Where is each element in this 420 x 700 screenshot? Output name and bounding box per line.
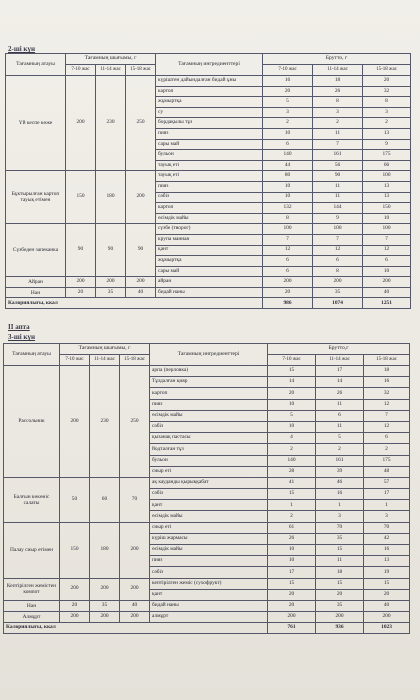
ingredient-name: сүзбе (творог)	[156, 224, 263, 235]
brutto-value: 7	[364, 410, 410, 421]
brutto-value: 16	[263, 76, 313, 87]
ingredient-name: бульон	[150, 455, 268, 466]
portion-value: 180	[90, 522, 120, 578]
brutto-value: 35	[316, 600, 364, 611]
ingredient-name: пияз	[156, 181, 263, 192]
dish-name: Үй кеспе көже	[6, 76, 66, 171]
brutto-value: 18	[364, 366, 410, 377]
brutto-value: 161	[313, 150, 363, 161]
ingredients-header: Тағамның ингредиенттері	[156, 54, 263, 76]
brutto-value: 3	[316, 511, 364, 522]
brutto-value: 13	[363, 128, 411, 139]
brutto-value: 100	[313, 224, 363, 235]
brutto-value: 2	[268, 444, 316, 455]
brutto-value: 11	[316, 421, 364, 432]
brutto-value: 10	[263, 181, 313, 192]
brutto-value: 200	[316, 612, 364, 623]
brutto-value: 175	[363, 150, 411, 161]
portion-value: 250	[126, 76, 156, 171]
day3-menu-table	[3, 343, 410, 634]
brutto-value: 18	[316, 567, 364, 578]
brutto-value: 6	[316, 410, 364, 421]
dish-name-header: Тағамның атауы	[6, 54, 66, 76]
dish-name-header: Тағамның атауы	[4, 344, 60, 366]
brutto-value: 20	[363, 76, 411, 87]
brutto-value: 15	[364, 578, 410, 589]
calories-value: 761	[268, 623, 316, 634]
ingredient-name: жұмыртқа	[156, 97, 263, 108]
ingredient-name: картоп	[156, 203, 263, 214]
brutto-value: 11	[316, 556, 364, 567]
brutto-value: 2	[263, 118, 313, 129]
brutto-value: 17	[316, 366, 364, 377]
calories-value: 936	[316, 623, 364, 634]
brutto-value: 90	[313, 171, 363, 182]
ingredients-header: Тағамның ингредиенттері	[150, 344, 268, 366]
portion-value: 90	[126, 224, 156, 277]
portion-value: 200	[90, 612, 120, 623]
brutto-header: Брутто, г	[263, 54, 411, 65]
brutto-value: 5	[263, 97, 313, 108]
brutto-value: 150	[363, 203, 411, 214]
portion-value: 200	[66, 76, 96, 171]
brutto-value: 14	[268, 377, 316, 388]
portion-value: 230	[96, 76, 126, 171]
brutto-value: 1	[316, 500, 364, 511]
brutto-value: 2	[363, 118, 411, 129]
portion-value: 200	[126, 171, 156, 224]
brutto-value: 35	[313, 287, 363, 298]
portion-value: 50	[60, 477, 90, 522]
ingredient-name: айран	[156, 277, 263, 288]
ingredient-name: су	[156, 107, 263, 118]
brutto-value: 20	[268, 600, 316, 611]
brutto-value: 11	[313, 181, 363, 192]
brutto-value: 32	[364, 388, 410, 399]
brutto-value: 15	[268, 578, 316, 589]
ingredient-name: қант	[150, 589, 268, 600]
brutto-value: 17	[364, 489, 410, 500]
brutto-age-header: 11-14 жас	[316, 355, 364, 366]
brutto-value: 3	[263, 107, 313, 118]
table-row	[6, 76, 411, 87]
dish-name: Балғын көкөніс салаты	[4, 477, 60, 522]
brutto-value: 12	[364, 399, 410, 410]
calories-label: Калориялығы, ккал	[4, 623, 268, 634]
ingredient-name: йодталған тұз	[150, 444, 268, 455]
ingredient-name: алмұрт	[150, 612, 268, 623]
brutto-value: 4	[268, 433, 316, 444]
brutto-value: 10	[363, 266, 411, 277]
table-row	[4, 522, 410, 533]
brutto-value: 10	[268, 545, 316, 556]
brutto-value: 13	[363, 192, 411, 203]
table-row	[6, 224, 411, 235]
brutto-value: 57	[364, 477, 410, 488]
brutto-value: 26	[316, 388, 364, 399]
ingredient-name: сәбіз	[156, 192, 263, 203]
portion-value: 70	[120, 477, 150, 522]
brutto-value: 35	[316, 533, 364, 544]
brutto-value: 200	[364, 612, 410, 623]
brutto-value: 26	[313, 86, 363, 97]
brutto-value: 15	[316, 578, 364, 589]
brutto-value: 132	[263, 203, 313, 214]
brutto-value: 8	[363, 97, 411, 108]
ingredient-name: бидай наны	[156, 287, 263, 298]
portion-value: 200	[120, 522, 150, 578]
brutto-value: 7	[263, 234, 313, 245]
ingredient-name: сәбіз	[150, 489, 268, 500]
table-row	[4, 477, 410, 488]
brutto-value: 28	[268, 466, 316, 477]
brutto-value: 80	[263, 171, 313, 182]
brutto-value: 6	[263, 266, 313, 277]
ingredient-name: картоп	[150, 388, 268, 399]
brutto-value: 12	[364, 421, 410, 432]
brutto-value: 200	[313, 277, 363, 288]
ingredient-name: тауық еті	[156, 171, 263, 182]
dish-name: Нан	[4, 600, 60, 611]
brutto-value: 16	[316, 489, 364, 500]
portion-value: 200	[90, 578, 120, 600]
portion-value: 200	[66, 277, 96, 288]
brutto-value: 3	[363, 107, 411, 118]
portion-value: 40	[126, 287, 156, 298]
table-row	[6, 287, 411, 298]
portion-value: 35	[90, 600, 120, 611]
brutto-value: 200	[268, 612, 316, 623]
brutto-value: 175	[364, 455, 410, 466]
table-row	[4, 578, 410, 589]
brutto-value: 10	[263, 192, 313, 203]
brutto-value: 17	[268, 567, 316, 578]
portion-value: 200	[120, 578, 150, 600]
ingredient-name: крупа манная	[156, 234, 263, 245]
portion-value: 200	[60, 578, 90, 600]
portion-header: Тағамның шығымы, г	[66, 54, 156, 65]
dish-name: Кептірілген жемістен компот	[4, 578, 60, 600]
brutto-value: 6	[263, 256, 313, 267]
brutto-value: 20	[268, 589, 316, 600]
brutto-value: 5	[316, 433, 364, 444]
brutto-value: 19	[364, 567, 410, 578]
brutto-value: 7	[313, 139, 363, 150]
table-row	[4, 612, 410, 623]
brutto-value: 5	[268, 410, 316, 421]
ingredient-name: пияз	[156, 128, 263, 139]
brutto-value: 20	[364, 589, 410, 600]
portion-value: 230	[90, 366, 120, 478]
brutto-value: 6	[364, 433, 410, 444]
brutto-age-header: 15-18 жас	[363, 65, 411, 76]
brutto-value: 2	[268, 511, 316, 522]
ingredient-name: Тұздалған қияр	[150, 377, 268, 388]
brutto-value: 100	[363, 224, 411, 235]
ingredient-name: өсімдік майы	[150, 511, 268, 522]
brutto-value: 2	[313, 118, 363, 129]
ingredient-name: сары май	[156, 139, 263, 150]
brutto-value: 40	[364, 600, 410, 611]
dish-name: Бұктырылған картоп тауық етімен	[6, 171, 66, 224]
brutto-value: 56	[313, 160, 363, 171]
brutto-value: 144	[313, 203, 363, 214]
brutto-value: 44	[263, 160, 313, 171]
portion-value: 40	[120, 600, 150, 611]
ingredient-name: бульон	[156, 150, 263, 161]
portion-value: 200	[60, 612, 90, 623]
brutto-age-header: 7-10 жас	[268, 355, 316, 366]
ingredient-name: бидай наны	[150, 600, 268, 611]
brutto-value: 66	[363, 160, 411, 171]
portion-value: 200	[96, 277, 126, 288]
ingredient-name: сәбіз	[150, 567, 268, 578]
portion-value: 20	[60, 600, 90, 611]
portion-age-header: 11-14 жас	[90, 355, 120, 366]
portion-value: 150	[66, 171, 96, 224]
brutto-value: 20	[263, 86, 313, 97]
portion-header: Тағамның шығымы, г	[60, 344, 150, 355]
dish-name: Палау сиыр етімен	[4, 522, 60, 578]
brutto-age-header: 11-14 жас	[313, 65, 363, 76]
brutto-value: 200	[363, 277, 411, 288]
brutto-age-header: 15-18 жас	[364, 355, 410, 366]
ingredient-name: пияз	[150, 556, 268, 567]
brutto-value: 10	[263, 128, 313, 139]
ingredient-name: күріштен дайындалған бидай ұны	[156, 76, 263, 87]
brutto-value: 8	[313, 97, 363, 108]
ingredient-name: қант	[150, 500, 268, 511]
brutto-value: 48	[364, 466, 410, 477]
portion-age-header: 7-10 жас	[66, 65, 96, 76]
portion-age-header: 11-14 жас	[96, 65, 126, 76]
ingredient-name: сәбіз	[150, 421, 268, 432]
brutto-value: 2	[364, 444, 410, 455]
ingredient-name: өсімдік майы	[150, 410, 268, 421]
table-row	[4, 600, 410, 611]
ingredient-name: картоп	[156, 86, 263, 97]
day2-menu-table	[5, 53, 411, 309]
portion-value: 150	[60, 522, 90, 578]
brutto-value: 3	[364, 511, 410, 522]
portion-value: 60	[90, 477, 120, 522]
brutto-age-header: 7-10 жас	[263, 65, 313, 76]
ingredient-name: бордақылы тұз	[156, 118, 263, 129]
brutto-value: 9	[313, 213, 363, 224]
brutto-value: 11	[316, 399, 364, 410]
brutto-value: 1	[268, 500, 316, 511]
ingredient-name: сиыр еті	[150, 522, 268, 533]
ingredient-name: қант	[156, 245, 263, 256]
brutto-value: 100	[263, 224, 313, 235]
brutto-value: 41	[268, 477, 316, 488]
ingredient-name: пияз	[150, 399, 268, 410]
brutto-header: Брутто,г	[268, 344, 410, 355]
brutto-value: 16	[364, 545, 410, 556]
brutto-value: 12	[263, 245, 313, 256]
ingredient-name: сиыр еті	[150, 466, 268, 477]
brutto-value: 161	[316, 455, 364, 466]
portion-value: 20	[66, 287, 96, 298]
calories-value: 1023	[364, 623, 410, 634]
brutto-value: 40	[363, 287, 411, 298]
ingredient-name: өсімдік майы	[156, 213, 263, 224]
week-heading: II апта	[8, 323, 30, 331]
portion-value: 180	[96, 171, 126, 224]
brutto-value: 9	[363, 139, 411, 150]
brutto-value: 20	[316, 589, 364, 600]
brutto-value: 12	[313, 245, 363, 256]
brutto-value: 6	[363, 256, 411, 267]
dish-name: Рассольник	[4, 366, 60, 478]
table-row	[6, 171, 411, 182]
portion-age-header: 15-18 жас	[120, 355, 150, 366]
dish-name: Айран	[6, 277, 66, 288]
brutto-value: 20	[263, 287, 313, 298]
brutto-value: 6	[263, 139, 313, 150]
table-row	[6, 277, 411, 288]
ingredient-name: сары май	[156, 266, 263, 277]
brutto-value: 11	[313, 128, 363, 139]
brutto-value: 8	[313, 266, 363, 277]
ingredient-name: қызанақ пастасы	[150, 433, 268, 444]
portion-value: 200	[120, 612, 150, 623]
brutto-value: 12	[363, 245, 411, 256]
brutto-value: 15	[268, 366, 316, 377]
table-row	[4, 366, 410, 377]
brutto-value: 200	[263, 277, 313, 288]
brutto-value: 10	[268, 556, 316, 567]
ingredient-name: күріш жармасы	[150, 533, 268, 544]
brutto-value: 61	[268, 522, 316, 533]
brutto-value: 11	[313, 192, 363, 203]
brutto-value: 70	[364, 522, 410, 533]
brutto-value: 10	[268, 421, 316, 432]
portion-age-header: 7-10 жас	[60, 355, 90, 366]
brutto-value: 20	[268, 388, 316, 399]
calories-value: 1251	[363, 298, 411, 309]
brutto-value: 15	[316, 545, 364, 556]
portion-value: 90	[66, 224, 96, 277]
dish-name: Нан	[6, 287, 66, 298]
ingredient-name: арпа (перловка)	[150, 366, 268, 377]
calories-value: 986	[263, 298, 313, 309]
brutto-value: 32	[363, 86, 411, 97]
brutto-value: 16	[364, 377, 410, 388]
brutto-value: 100	[363, 171, 411, 182]
brutto-value: 18	[313, 76, 363, 87]
brutto-value: 13	[363, 181, 411, 192]
brutto-value: 39	[316, 466, 364, 477]
brutto-value: 2	[316, 444, 364, 455]
calories-value: 1074	[313, 298, 363, 309]
portion-value: 250	[120, 366, 150, 478]
brutto-value: 7	[313, 234, 363, 245]
portion-value: 200	[60, 366, 90, 478]
ingredient-name: тауық еті	[156, 160, 263, 171]
brutto-value: 7	[363, 234, 411, 245]
brutto-value: 6	[313, 256, 363, 267]
ingredient-name: ақ кауданды қырыққабат	[150, 477, 268, 488]
ingredient-name: жұмыртқа	[156, 256, 263, 267]
day2-heading: 2-ші күн	[8, 45, 36, 53]
brutto-value: 1	[364, 500, 410, 511]
ingredient-name: кептірілген жеміс (сухофрукт)	[150, 578, 268, 589]
brutto-value: 3	[313, 107, 363, 118]
dish-name: Сүзбеден запеканка	[6, 224, 66, 277]
brutto-value: 26	[268, 533, 316, 544]
portion-value: 200	[126, 277, 156, 288]
brutto-value: 8	[263, 213, 313, 224]
brutto-value: 70	[316, 522, 364, 533]
portion-value: 35	[96, 287, 126, 298]
calories-label: Калориялығы, ккал	[6, 298, 263, 309]
day3-heading: 3-ші күн	[8, 333, 36, 341]
portion-age-header: 15-18 жас	[126, 65, 156, 76]
ingredient-name: өсімдік майы	[150, 545, 268, 556]
brutto-value: 46	[316, 477, 364, 488]
brutto-value: 140	[263, 150, 313, 161]
brutto-value: 10	[268, 399, 316, 410]
brutto-value: 15	[268, 489, 316, 500]
brutto-value: 42	[364, 533, 410, 544]
brutto-value: 14	[316, 377, 364, 388]
dish-name: Алмұрт	[4, 612, 60, 623]
brutto-value: 140	[268, 455, 316, 466]
portion-value: 90	[96, 224, 126, 277]
brutto-value: 10	[363, 213, 411, 224]
brutto-value: 13	[364, 556, 410, 567]
